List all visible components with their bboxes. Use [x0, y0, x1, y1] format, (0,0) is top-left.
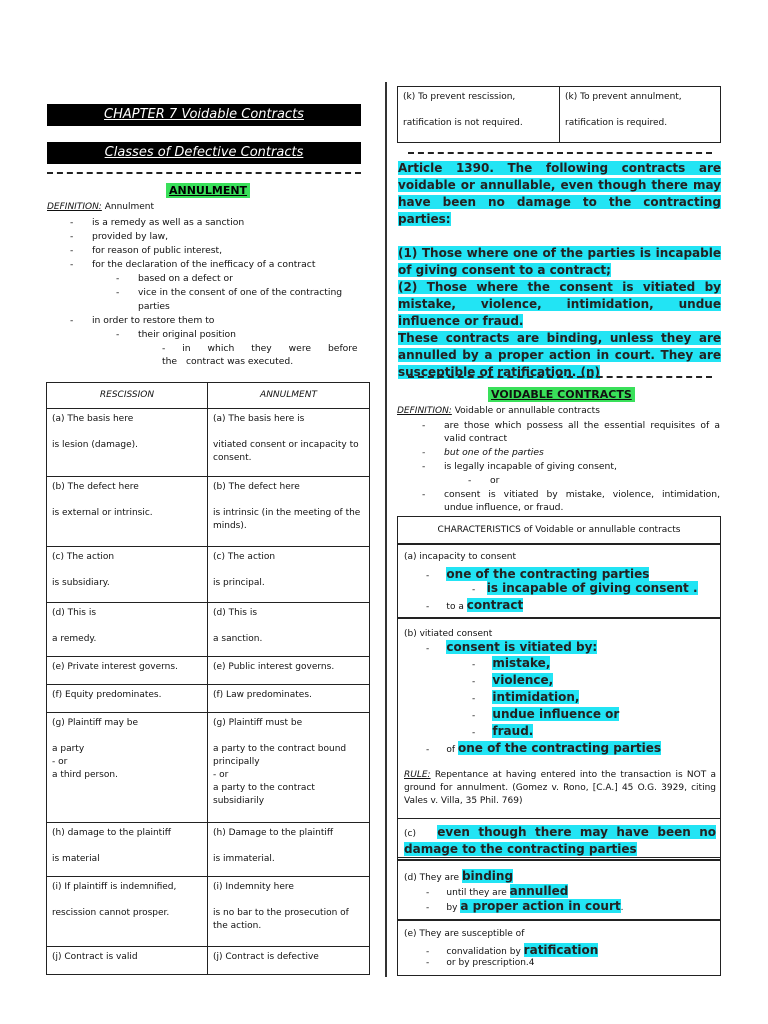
table-cell: (b) The defect here is external or intrinsic. — [47, 477, 208, 547]
table-cell: (e) Public interest governs. — [208, 657, 370, 685]
list-item: - undue influence or — [472, 707, 620, 721]
definition-line — [397, 406, 600, 416]
table-row — [47, 947, 370, 975]
article-1390 — [398, 160, 721, 381]
column-divider — [385, 82, 387, 977]
table-cell: (k) To prevent annulment, ratification is required. — [560, 87, 721, 143]
table-cell: (e) Private interest governs. — [47, 657, 208, 685]
definition-term: Annulment — [101, 202, 155, 212]
list-item: - or by prescription.4 — [426, 958, 535, 968]
table-row — [47, 877, 370, 947]
list-item: - is a remedy as well as a sanction — [70, 217, 245, 228]
characteristics-title-box — [397, 516, 721, 544]
char-d-label: (d) They are binding — [404, 869, 514, 883]
divider — [47, 172, 361, 174]
table-cell: (h) damage to the plaintiff is material — [47, 823, 208, 877]
table-row — [398, 87, 721, 143]
list-item: - their original position — [116, 329, 236, 340]
list-item: - in which they were before the — [162, 343, 358, 367]
column-header: ANNULMENT — [208, 383, 370, 409]
divider — [408, 376, 712, 378]
list-item: - but one of the parties — [422, 447, 544, 458]
list-item: - one of the contracting parties — [426, 567, 650, 581]
list-item: - fraud. — [472, 724, 534, 738]
table-cell: (g) Plaintiff may be a party - or a third person. — [47, 713, 208, 823]
table-cell: (f) Law predominates. — [208, 685, 370, 713]
char-a-label: (a) incapacity to consent — [404, 552, 516, 562]
list-item: - convalidation by ratification — [426, 943, 599, 957]
list-item: - vice in the consent of one of the contracting — [116, 287, 343, 298]
chapter-title: CHAPTER 7 Voidable Contracts — [47, 104, 361, 126]
list-item: - for reason of public interest, — [70, 245, 223, 256]
list-item: - to a contract — [426, 598, 524, 612]
table-cell: (i) Indemnity here is no bar to the prosecution of the action. — [208, 877, 370, 947]
table-cell: (h) Damage to the plaintiff is immaterial. — [208, 823, 370, 877]
table-cell: (j) Contract is valid — [47, 947, 208, 975]
table-row — [47, 713, 370, 823]
list-item: - is incapable of giving consent . — [472, 581, 698, 595]
char-e-box — [397, 920, 721, 976]
table-cell: (j) Contract is defective — [208, 947, 370, 975]
table-header-row — [47, 383, 370, 409]
table-cell: (g) Plaintiff must be a party to the contract bound principally - or a party to the contract subsidiarily — [208, 713, 370, 823]
table-row — [47, 603, 370, 657]
definition-label: DEFINITION: — [397, 406, 452, 416]
table-cell: (a) The basis here is lesion (damage). — [47, 409, 208, 477]
list-item: - are those which possess all the essential requisites of a valid contract — [422, 420, 720, 444]
list-item: - is legally incapable of giving consent, — [422, 461, 617, 472]
list-item: - based on a defect or — [116, 273, 233, 284]
char-b-label: (b) vitiated consent — [404, 629, 493, 639]
annulment-heading: ANNULMENT — [166, 183, 250, 198]
list-item: - for the declaration of the inefficacy of a contract — [70, 259, 316, 270]
definition-label: DEFINITION: — [47, 202, 102, 212]
article-paragraph: (2) Those where the consent is vitiated by mistake, violence, intimidation, undue influence or fraud. — [398, 280, 721, 328]
rescission-annulment-table — [46, 382, 370, 975]
table-row — [47, 823, 370, 877]
table-cell: (i) If plaintiff is indemnified, rescission cannot prosper. — [47, 877, 208, 947]
column-header: RESCISSION — [47, 383, 208, 409]
list-item: - violence, — [472, 673, 554, 687]
table-cell: (c) The action is subsidiary. — [47, 547, 208, 603]
list-item: contract was executed. — [186, 356, 294, 367]
char-d-box — [397, 860, 721, 920]
char-e-label: (e) They are susceptible of — [404, 929, 525, 939]
characteristics-title: CHARACTERISTICS of Voidable or annullable contracts — [437, 525, 681, 535]
list-item: - by a proper action in court. — [426, 899, 624, 913]
list-item: - intimidation, — [472, 690, 580, 704]
table-row — [47, 657, 370, 685]
list-item: - mistake, — [472, 656, 551, 670]
table-cell: (c) The action is principal. — [208, 547, 370, 603]
table-row — [47, 685, 370, 713]
char-c-text: (c) even though there may have been no damage to the contracting parties — [404, 825, 716, 856]
list-item: - provided by law, — [70, 231, 169, 242]
char-a-box — [397, 544, 721, 618]
list-item: - consent is vitiated by: — [426, 640, 598, 654]
article-paragraph: Article 1390. The following contracts are voidable or annullable, even though there may have been no damage to the contracting parties: — [398, 161, 721, 226]
k-row-table — [397, 86, 721, 143]
voidable-heading: VOIDABLE CONTRACTS — [488, 387, 635, 402]
article-paragraph: (1) Those where one of the parties is incapable of giving consent to a contract; — [398, 246, 721, 277]
table-row — [47, 477, 370, 547]
table-cell: (d) This is a remedy. — [47, 603, 208, 657]
table-cell: (a) The basis here is vitiated consent or incapacity to consent. — [208, 409, 370, 477]
divider — [408, 152, 712, 154]
table-cell: (d) This is a sanction. — [208, 603, 370, 657]
list-item: parties — [138, 301, 170, 312]
table-row — [47, 409, 370, 477]
table-cell: (f) Equity predominates. — [47, 685, 208, 713]
list-item: - consent is vitiated by mistake, violence, intimidation, undue influence, or fraud. — [422, 489, 720, 513]
table-cell: (b) The defect here is intrinsic (in the meeting of the minds). — [208, 477, 370, 547]
table-row — [47, 547, 370, 603]
definition-line — [47, 202, 154, 212]
definition-term: Voidable or annullable contracts — [451, 406, 600, 416]
list-item: - or — [468, 475, 500, 486]
section-title: Classes of Defective Contracts — [47, 142, 361, 164]
list-item: - of one of the contracting parties — [426, 741, 661, 755]
list-item: - until they are annulled — [426, 884, 569, 898]
char-c-box — [397, 818, 721, 860]
article-paragraph: These contracts are binding, unless they are annulled by a proper action in court. They are susceptible of ratification. (n) — [398, 331, 721, 379]
list-item: - in order to restore them to — [70, 315, 215, 326]
rule-text: RULE: Repentance at having entered into the transaction is NOT a ground for annulment. (Gomez v. Rono, [C.A.] 45 O.G. 3929, citing Vales v. Villa, 35 Phil. 769) — [404, 770, 716, 806]
table-cell: (k) To prevent rescission, ratification is not required. — [398, 87, 560, 143]
